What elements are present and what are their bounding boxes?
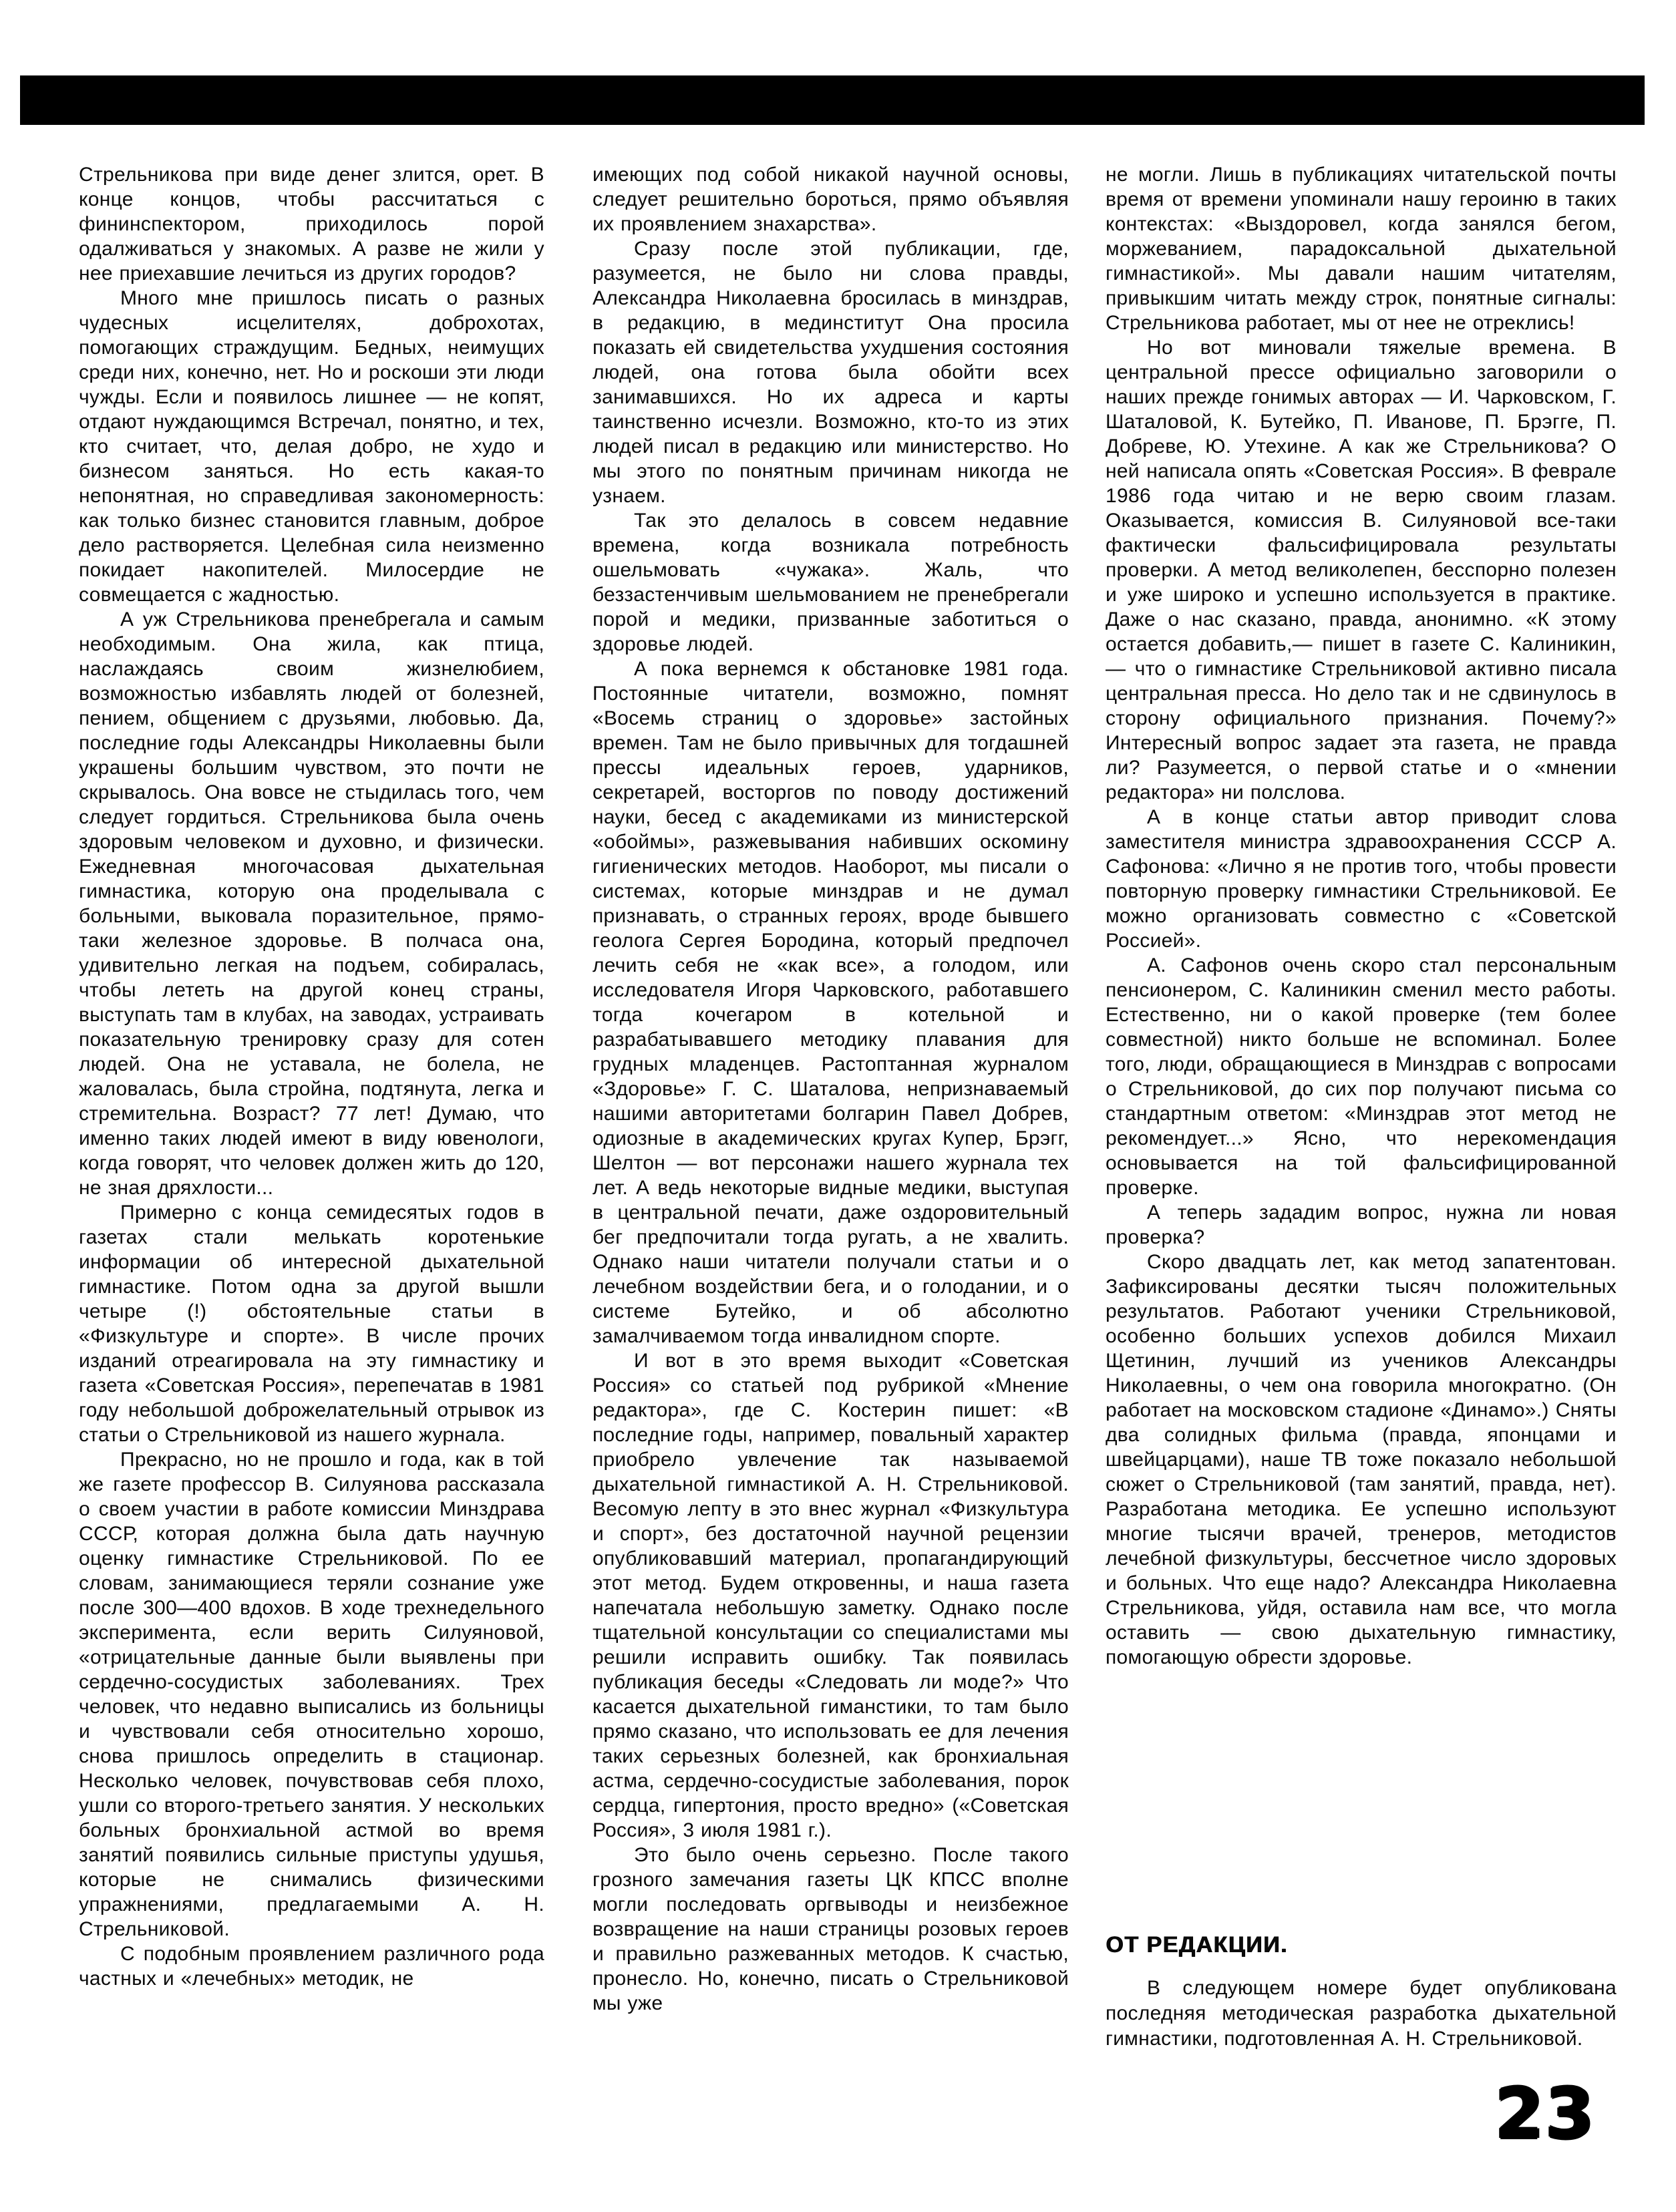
paragraph: А. Сафонов очень скоро стал персональным пенсионером, С. Калиникин сменил место работы. Естественно, ни о какой проверке (тем более совместной) никто больше не вспоминал. Более того, люди, обращающиеся в Минздрав с вопросами о Стрельниковой, до сих пор получают письма со стандартным ответом: «Минздрав этот метод не рекомендует...» Ясно, что нерекомендация основывается на той фальсифицированной проверке. — [1106, 954, 1617, 1199]
paragraph: Сразу после этой публикации, где, разумеется, не было ни слова правды, Александра Николаевна бросилась в минздрав, в редакцию, в мединститут Она просила показать ей свидетельства ухудшения состояния людей, она готова была обойти всех занимавшихся. Но их адреса и карты таинственно исчезли. Возможно, кто-то из этих людей писал в редакцию или министерство. Но мы этого по понятным причинам никогда не узнаем. — [593, 238, 1069, 507]
paragraph: не могли. Лишь в публикациях читательской почты время от времени упоминали нашу героиню в таких контекстах: «Выздоровел, когда занялся бегом, моржеванием, парадоксальной дыхательной гимнастикой». Мы давали нашим читателям, привыкшим читать между строк, понятные сигналы: Стрельникова работает, мы от нее не отреклись! — [1106, 164, 1617, 334]
text-column-1 — [79, 162, 544, 1991]
paragraph: имеющих под собой никакой научной основы, следует решительно бороться, прямо объявляя их проявлением знахарства». — [593, 164, 1069, 235]
paragraph: И вот в это время выходит «Советская Россия» со статьей под рубрикой «Мнение редактора», где С. Костерин пишет: «В последние годы, например, повальный характер приобрело увлечение так называемой дыхательной гимнастикой А. Н. Стрельниковой. Весомую лепту в это внес журнал «Физкультура и спорт», без достаточной научной рецензии опубликовавший материал, пропагандирующий этот метод. Будем откровенны, и наша газета напечатала небольшую заметку. Однако после тщательной консультации со специалистами мы решили исправить ошибку. Так появилась публикация беседы «Следовать ли моде?» Что касается дыхательной гиманстики, то там было прямо сказано, что использовать ее для лечения таких серьезных болезней, как бронхиальная астма, сердечно-сосудистые заболевания, порок сердца, гипертония, просто вредно» («Советская Россия», 3 июля 1981 г.). — [593, 1350, 1069, 1841]
editorial-text: В следующем номере будет опубликована последняя методическая разработка дыхательной гимнастики, подготовленная А. Н. Стрельниковой. — [1106, 1977, 1617, 2050]
text-column-2 — [593, 162, 1069, 2016]
header-black-bar — [20, 75, 1645, 125]
page-number: 23 — [1495, 2073, 1596, 2155]
paragraph: А теперь зададим вопрос, нужна ли новая проверка? — [1106, 1202, 1617, 1248]
paragraph: Так это делалось в совсем недавние времена, когда возникала потребность ошельмовать «чужака». Жаль, что беззастенчивым шельмованием не пренебрегали порой и медики, призванные заботиться о здоровье людей. — [593, 510, 1069, 655]
editorial-note — [1106, 1932, 1617, 2052]
text-column-3 — [1106, 162, 1617, 1670]
editorial-heading: ОТ РЕДАКЦИИ. — [1106, 1932, 1288, 1958]
paragraph: Много мне пришлось писать о разных чудесных исцелителях, доброхотах, помогающих страждущим. Бедных, неимущих среди них, конечно, нет. Но и роскоши эти люди чужды. Если и появилось лишнее — не копят, отдают нуждающимся Встречал, понятно, и тех, кто считает, что, делая добро, не худо и бизнесом заняться. Но есть какая-то непонятная, но справедливая закономерность: как только бизнес становится главным, доброе дело растворяется. Целебная сила неизменно покидает накопителей. Милосердие не совмещается с жадностью. — [79, 287, 544, 606]
paragraph: Примерно с конца семидесятых годов в газетах стали мелькать коротенькие информации об интересной дыхательной гимнастике. Потом одна за другой вышли четыре (!) обстоятельные статьи в «Физкультуре и спорте». В числе прочих изданий отреагировала на эту гимнастику и газета «Советская Россия», перепечатав в 1981 году небольшой доброжелательный отрывок из статьи о Стрельниковой из нашего журнала. — [79, 1202, 544, 1446]
paragraph: Прекрасно, но не прошло и года, как в той же газете профессор В. Силуянова рассказала о своем участии в работе комиссии Минздрава СССР, которая должна была дать научную оценку гимнастике Стрельниковой. По ее словам, занимающиеся теряли сознание уже после 300—400 вдохов. В ходе трехнедельного эксперимента, если верить Силуяновой, «отрицательные данные были выявлены при сердечно-сосудистых заболеваниях. Трех человек, что недавно выписались из больницы и чувствовали себя относительно хорошо, снова пришлось определить в стационар. Несколько человек, почувствовав себя плохо, ушли со второго-третьего занятия. У нескольких больных бронхиальной астмой во время занятий появились сильные приступы удушья, которые не снимались физическими упражнениями, предлагаемыми А. Н. Стрельниковой. — [79, 1449, 544, 1940]
paragraph: Но вот миновали тяжелые времена. В центральной прессе официально заговорили о наших прежде гонимых авторах — И. Чарковском, Г. Шаталовой, К. Бутейко, П. Иванове, П. Брэгге, П. Добреве, Ю. Утехине. А как же Стрельникова? О ней написала опять «Советская Россия». В феврале 1986 года читаю и не верю своим глазам. Оказывается, комиссия В. Силуяновой все-таки фактически фальсифицировала результаты проверки. А метод великолепен, бесспорно полезен и уже широко и успешно используется в практике. Даже о нас сказано, правда, анонимно. «К этому остается добавить,— пишет в газете С. Калиникин,— что о гимнастике Стрельниковой активно писала центральная пресса. Но дело так и не сдвинулось в сторону официального признания. Почему?» Интересный вопрос задает эта газета, не правда ли? Разумеется, о первой статье и о «мнении редактора» ни полслова. — [1106, 337, 1617, 803]
paragraph: А в конце статьи автор приводит слова заместителя министра здравоохранения СССР А. Сафонова: «Лично я не против того, чтобы провести повторную проверку гимнастики Стрельниковой. Ее можно организовать совместно с «Советской Россией». — [1106, 806, 1617, 952]
paragraph: Это было очень серьезно. После такого грозного замечания газеты ЦК КПСС вполне могли последовать оргвыводы и неизбежное возвращение на наши страницы розовых героев и правильно разжеванных методов. К счастью, пронесло. Но, конечно, писать о Стрельниковой мы уже — [593, 1844, 1069, 2014]
paragraph: А пока вернемся к обстановке 1981 года. Постоянные читатели, возможно, помнят «Восемь страниц о здоровье» застойных времен. Там не было привычных для тогдашней прессы идеальных героев, ударников, секретарей, восторгов по поводу достижений науки, бесед с академиками из министерской «обоймы», разжевывания набивших оскомину гигиенических методов. Наоборот, мы писали о системах, которые минздрав и не думал признавать, о странных героях, вроде бывшего геолога Сергея Бородина, который предпочел лечить себя не «как все», а голодом, или исследователя Игоря Чарковского, работавшего тогда кочегаром в котельной и разрабатывавшего методику плавания для грудных младенцев. Растоптанная журналом «Здоровье» Г. С. Шаталова, непризнаваемый нашими авторитетами болгарин Павел Добрев, одиозные в академических кругах Купер, Брэгг, Шелтон — вот персонажи нашего журнала тех лет. А ведь некоторые видные медики, выступая в центральной печати, даже оздоровительный бег предпочитали тогда ругать, а не хвалить. Однако наши читатели получали статьи и о лечебном воздействии бега, и о голодании, и о системе Бутейко, и об абсолютно замалчиваемом тогда инвалидном спорте. — [593, 658, 1069, 1347]
paragraph: А уж Стрельникова пренебрегала и самым необходимым. Она жила, как птица, наслаждаясь своим жизнелюбием, возможностью избавлять людей от болезней, пением, общением с друзьями, любовью. Да, последние годы Александры Николаевны были украшены большим чувством, это почти не скрывалось. Она вовсе не стыдилась того, чем следует гордиться. Стрельникова была очень здоровым человеком и духовно, и физически. Ежедневная многочасовая дыхательная гимнастика, которую она проделывала с больными, выковала поразительное, прямо-таки железное здоровье. В полчаса она, удивительно легкая на подъем, собиралась, чтобы лететь на другой конец страны, выступать там в клубах, на заводах, устраивать показательную тренировку сразу для сотен людей. Она не уставала, не болела, не жаловалась, была стройна, подтянута, легка и стремительна. Возраст? 77 лет! Думаю, что именно таких людей имеют в виду ювенологи, когда говорят, что человек должен жить до 120, не зная дряхлости... — [79, 608, 544, 1199]
paragraph: Скоро двадцать лет, как метод запатентован. Зафиксированы десятки тысяч положительных результатов. Работают ученики Стрельниковой, особенно больших успехов добился Михаил Щетинин, лучший из учеников Александры Николаевны, о чем она говорила многократно. (Он работает на московском стадионе «Динамо».) Сняты два солидных фильма (правда, японцами и швейцарцами), наше ТВ тоже показало небольшой сюжет о Стрельниковой (там занятий, правда, нет). Разработана методика. Ее успешно используют многие тысячи врачей, тренеров, методистов лечебной физкультуры, бессчетное число здоровых и больных. Что еще надо? Александра Николаевна Стрельникова, уйдя, оставила нам все, что могла оставить — свою дыхательную гимнастику, помогающую обрести здоровье. — [1106, 1251, 1617, 1668]
paragraph: С подобным проявлением различного рода частных и «лечебных» методик, не — [79, 1943, 544, 1990]
paragraph: Стрельникова при виде денег злится, орет. В конце концов, чтобы рассчитаться с фининспектором, приходилось порой одалживаться у знакомых. А разве не жили у нее приехавшие лечиться из других городов? — [79, 164, 544, 285]
